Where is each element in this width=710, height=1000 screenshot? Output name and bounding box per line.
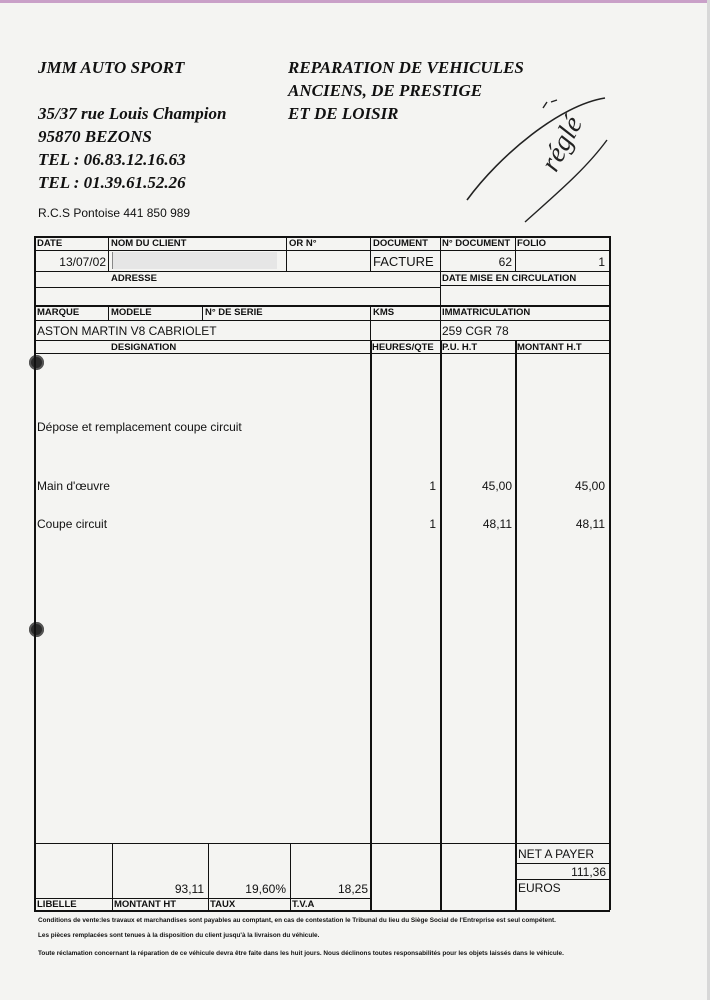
line-item-total: 45,00 <box>574 479 605 493</box>
footnote-claims: Toute réclamation concernant la réparation de ce véhicule devra être faite dans les huit jours. Nous déclinons toutes responsabilités pour les objets laissés dans le véhicule. <box>38 950 564 957</box>
page-top-edge <box>0 0 710 3</box>
value-document-type: FACTURE <box>373 254 434 269</box>
grid-line <box>515 236 516 271</box>
label-hours-qty: HEURES/QTE <box>372 342 434 353</box>
grid-line <box>34 898 372 899</box>
grid-line <box>34 236 36 910</box>
company-address <box>38 102 226 194</box>
grid-line <box>440 305 441 340</box>
company-city: 95870 BEZONS <box>38 127 152 146</box>
client-name-redaction <box>112 252 277 269</box>
activity-line-3: ET DE LOISIR <box>288 104 399 123</box>
grid-line <box>515 879 610 880</box>
grid-line <box>34 843 610 844</box>
grid-line <box>34 271 610 272</box>
grid-line <box>108 305 109 320</box>
handwritten-paid-mark <box>455 80 615 230</box>
label-document: DOCUMENT <box>373 238 428 249</box>
grid-line <box>202 305 203 320</box>
paid-mark-accents <box>543 100 557 108</box>
company-street: 35/37 rue Louis Champion <box>38 104 227 123</box>
company-phone-2: TEL : 01.39.61.52.26 <box>38 173 186 192</box>
value-vat-rate: 19,60% <box>245 882 286 896</box>
line-item-unit-price: 45,00 <box>481 479 512 493</box>
grid-line <box>108 236 109 271</box>
label-total-ht: MONTANT HT <box>114 899 177 910</box>
line-item-designation: Coupe circuit <box>37 517 108 531</box>
label-document-number: N° DOCUMENT <box>442 238 511 249</box>
grid-line <box>208 843 209 910</box>
label-folio: FOLIO <box>517 238 547 249</box>
line-item-designation: Main d'œuvre <box>37 479 110 493</box>
label-unit-price: P.U. H.T <box>442 342 478 353</box>
value-registration: 259 CGR 78 <box>442 324 509 338</box>
grid-line <box>609 236 611 910</box>
activity-line-2: ANCIENS, DE PRESTIGE <box>288 81 483 100</box>
value-total-ht: 93,11 <box>174 882 204 896</box>
label-or-number: OR N° <box>289 238 317 249</box>
footnote-parts: Les pièces remplacées sont tenues à la disposition du client jusqu'à la livraison du véhicule. <box>38 932 320 939</box>
value-folio: 1 <box>598 255 605 269</box>
grid-line <box>34 287 440 288</box>
grid-line <box>370 340 372 910</box>
line-item-designation: Dépose et remplacement coupe circuit <box>37 420 242 434</box>
grid-line <box>440 340 442 910</box>
line-item-qty: 1 <box>429 479 436 493</box>
value-net-to-pay: 111,36 <box>571 865 606 879</box>
label-client-name: NOM DU CLIENT <box>111 238 187 249</box>
label-designation: DESIGNATION <box>111 342 177 353</box>
label-marque: MARQUE <box>37 307 80 318</box>
value-date: 13/07/02 <box>59 255 106 269</box>
grid-line <box>440 236 441 271</box>
label-circulation-date: DATE MISE EN CIRCULATION <box>442 273 577 284</box>
label-vat: T.V.A <box>292 899 315 910</box>
label-libelle: LIBELLE <box>37 899 77 910</box>
grid-line <box>34 250 610 251</box>
grid-line <box>112 843 113 910</box>
binder-hole-bottom <box>29 622 44 637</box>
value-document-number: 62 <box>498 255 512 269</box>
label-modele: MODELE <box>111 307 152 318</box>
grid-line <box>34 320 610 321</box>
grid-line <box>290 843 291 910</box>
grid-line <box>370 236 371 271</box>
line-item-total: 48,11 <box>575 517 605 531</box>
value-vehicle-model: ASTON MARTIN V8 CABRIOLET <box>37 324 217 338</box>
label-date: DATE <box>37 238 63 249</box>
grid-line <box>286 236 287 271</box>
label-serial-number: N° DE SERIE <box>205 307 263 318</box>
grid-line <box>440 271 441 305</box>
label-vat-rate: TAUX <box>210 899 236 910</box>
label-registration: IMMATRICULATION <box>442 307 531 318</box>
paid-mark-text: réglé <box>534 111 590 177</box>
binder-hole-top <box>29 355 44 370</box>
company-name: JMM AUTO SPORT <box>38 58 185 77</box>
grid-line <box>370 305 371 340</box>
footnote-conditions: Conditions de vente:les travaux et marchandises sont payables au comptant, en cas de contestation le Tribunal du lieu du Siège Social de l'Entreprise est seul compétent. <box>38 917 556 924</box>
company-phone-1: TEL : 06.83.12.16.63 <box>38 150 186 169</box>
label-currency: EUROS <box>518 881 561 895</box>
grid-line <box>515 863 610 864</box>
line-item-unit-price: 48,11 <box>482 517 512 531</box>
label-net-to-pay: NET A PAYER <box>518 847 595 861</box>
label-amount-ht: MONTANT H.T <box>517 342 582 353</box>
grid-line <box>515 340 517 910</box>
rcs-number: R.C.S Pontoise 441 850 989 <box>38 206 191 220</box>
value-vat-amount: 18,25 <box>337 882 368 896</box>
label-address: ADRESSE <box>111 273 157 284</box>
label-kms: KMS <box>373 307 395 318</box>
activity-line-1: REPARATION DE VEHICULES <box>288 58 524 77</box>
line-item-qty: 1 <box>429 517 436 531</box>
paid-mark-upper-stroke <box>467 98 605 200</box>
grid-line <box>440 285 610 286</box>
grid-line <box>34 340 610 341</box>
